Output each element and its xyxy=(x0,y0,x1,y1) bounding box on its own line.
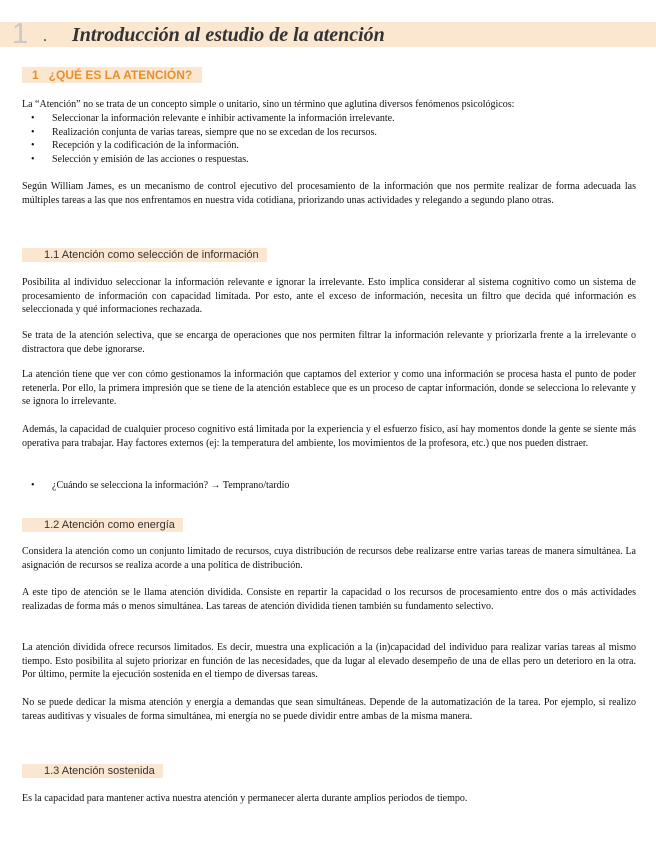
bullet-icon: • xyxy=(31,126,35,138)
paragraph: Posibilita al individuo seleccionar la información relevante e ignorar la irrelevante. Esto implica considerar al sistema cognitivo como un sistema de procesamiento de información con capacidad limitada. Por esto, ante el exceso de información, necesita un filtro que decida qué información es seleccionada y qué informaciones rechazada. xyxy=(22,277,636,315)
subsection-heading-energia: 1.2 Atención como energía xyxy=(22,518,183,532)
chapter-header-bar xyxy=(0,18,656,50)
paragraph: Considera la atención como un conjunto limitado de recursos, cuya distribución de recursos debe realizarse entre varias tareas de manera simultánea. La asignación de recursos se realiza acorde a una política de distribución. xyxy=(22,546,636,571)
paragraph: La atención dividida ofrece recursos limitados. Es decir, muestra una explicación a la (in)capacidad del individuo para realizar varias tareas al mismo tiempo. Esto posibilita al sujeto priorizar en función de las necesidades, que da lugar al elevado desempeño de una de ellas pero un deterioro en la otra. Por último, permite la ejecución sostenida en el tiempo de diversas tareas. xyxy=(22,642,636,680)
question-bullet-list xyxy=(22,479,622,493)
intro-paragraph: La “Atención” no se trata de un concepto simple o unitario, sino un término que aglutina diversos fenómenos psicológicos: xyxy=(22,99,515,110)
list-item: • ¿Cuándo se selecciona la información? → Temprano/tardío xyxy=(31,480,290,491)
subsection-heading-sostenida: 1.3 Atención sostenida xyxy=(22,764,163,778)
paragraph: Se trata de la atención selectiva, que se encarga de operaciones que nos permiten filtrar la información relevante y priorizarla frente a la irrelevante o distractora que debe ignorarse. xyxy=(22,330,636,355)
list-item: • Realización conjunta de varias tareas, siempre que no se excedan de los recursos. xyxy=(31,126,377,138)
subsection-heading-seleccion: 1.1 Atención como selección de información xyxy=(22,248,267,262)
william-james-paragraph: Según William James, es un mecanismo de control ejecutivo del procesamiento de la información que nos permite realizar de forma adecuada las múltiples tareas a las que nos enfrentamos en nuestra vida cotidiana, priorizando unas actividades y relegando a segundo plano otras. xyxy=(22,181,636,206)
list-item: • Recepción y la codificación de la información. xyxy=(31,140,239,151)
paragraph: Además, la capacidad de cualquier proceso cognitivo está limitada por la experiencia y el esfuerzo físico, así hay momentos donde la gente se siente más operativa para trabajar. Hay factores externos (ej: la temperatura del ambiente, los movimientos de la profesora, etc.) que nos pueden distraer. xyxy=(22,424,636,449)
section-heading-que-es-la-atencion: 1 ¿QUÉ ES LA ATENCIÓN? xyxy=(22,67,202,83)
phenomena-bullet-list xyxy=(22,112,622,166)
list-item: • Selección y emisión de las acciones o respuestas. xyxy=(31,153,249,165)
paragraph: No se puede dedicar la misma atención y energía a demandas que sean simultáneas. Depende de la automatización de la tarea. Por ejemplo, si realizo tareas auditivas y visuales de forma simultánea, mi energía no se puede dividir entre ambas de la misma manera. xyxy=(22,697,636,722)
list-item: • Seleccionar la información relevante e inhibir activamente la información irrelevante. xyxy=(31,113,395,124)
chapter-number: 1 xyxy=(12,18,29,50)
chapter-number-dot: . xyxy=(43,28,47,45)
bullet-icon: • xyxy=(31,140,35,151)
paragraph: A este tipo de atención se le llama atención dividida. Consiste en repartir la capacidad o los recursos de procesamiento entre dos o más actividades realizadas de forma más o menos simultánea. Las tareas de atención dividida tienen también su fundamento selectivo. xyxy=(22,587,636,612)
paragraph: La atención tiene que ver con cómo gestionamos la información que captamos del exterior y como una información se procesa hasta el punto de poder retenerla. Por ello, la primera impresión que se tiene de la atención establece que es un proceso de captar información, donde se selecciona lo relevante y se ignora lo irrelevante. xyxy=(22,369,636,407)
bullet-icon: • xyxy=(31,153,35,165)
bullet-icon: • xyxy=(31,480,35,491)
paragraph: Es la capacidad para mantener activa nuestra atención y permanecer alerta durante amplios periodos de tiempo. xyxy=(22,793,468,804)
chapter-title: Introducción al estudio de la atención xyxy=(72,24,385,46)
bullet-icon: • xyxy=(31,113,35,124)
